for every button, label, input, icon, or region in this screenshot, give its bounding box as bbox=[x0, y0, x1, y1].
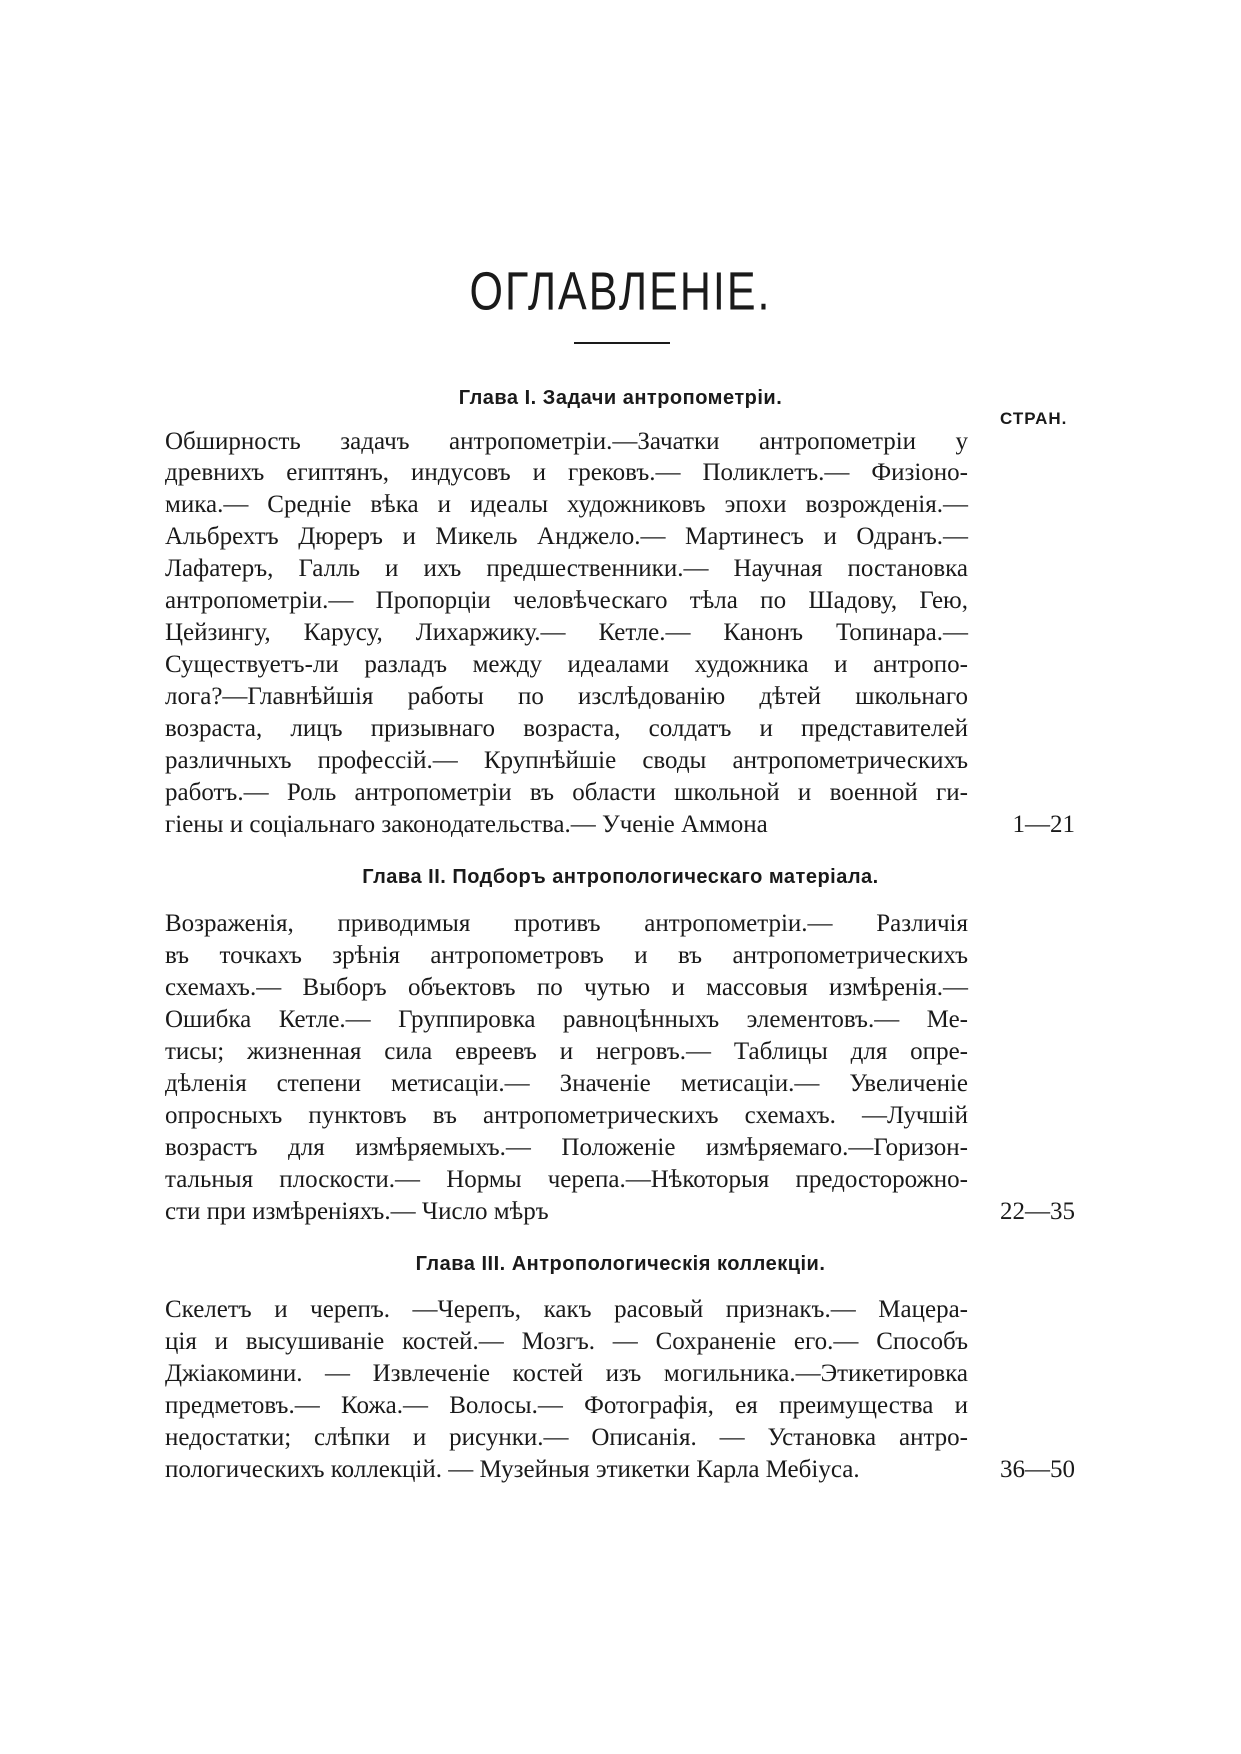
chapter-1-line: различныхъ профессій.— Крупнѣйшіе своды антропометрическихъ bbox=[165, 747, 968, 774]
chapter-1-line: Альбрехтъ Дюреръ и Микель Анджело.— Мартинесъ и Одранъ.— bbox=[165, 523, 968, 550]
chapter-2-line: сти при измѣреніяхъ.— Число мѣръ bbox=[165, 1198, 549, 1225]
title-rule bbox=[574, 342, 670, 344]
chapter-2-line: дѣленія степени метисаціи.— Значеніе метисаціи.— Увеличеніе bbox=[165, 1070, 968, 1097]
chapter-2-line: Возраженія, приводимыя противъ антропометріи.— Различія bbox=[165, 910, 968, 937]
chapter-1-line: мика.— Средніе вѣка и идеалы художниковъ эпохи возрожденія.— bbox=[165, 491, 968, 518]
chapter-3-line: ція и высушиваніе костей.— Мозгъ. — Сохраненіе его.— Способъ bbox=[165, 1328, 968, 1355]
chapter-2-line: опросныхъ пунктовъ въ антропометрическихъ схемахъ. —Лучшій bbox=[165, 1102, 968, 1129]
chapter-3-line: Джіакомини. — Извлеченіе костей изъ могильника.—Этикетировка bbox=[165, 1360, 968, 1387]
chapter-3-line: предметовъ.— Кожа.— Волосы.— Фотографія, ея преимущества и bbox=[165, 1392, 968, 1419]
chapter-2-line: въ точкахъ зрѣнія антропометровъ и въ антропометрическихъ bbox=[165, 942, 968, 969]
chapter-2-line: тисы; жизненная сила евреевъ и негровъ.— Таблицы для опре- bbox=[165, 1038, 968, 1065]
chapter-1-line: гіены и соціальнаго законодательства.— Ученіе Аммона bbox=[165, 811, 768, 838]
chapter-1-heading: Глава I. Задачи антропометріи. bbox=[458, 387, 783, 409]
chapter-1-line: Существуетъ-ли разладъ между идеалами художника и антропо- bbox=[165, 651, 968, 678]
chapter-3-line: Скелетъ и черепъ. —Черепъ, какъ расовый признакъ.— Мацера- bbox=[165, 1296, 968, 1323]
chapter-1-line: Обширность задачъ антропометріи.—Зачатки антропометріи у bbox=[165, 428, 968, 455]
chapter-3-heading: Глава III. Антропологическія коллекціи. bbox=[415, 1253, 826, 1275]
chapter-2-heading: Глава II. Подборъ антропологическаго матеріала. bbox=[362, 866, 879, 888]
chapter-2-line: тальныя плоскости.— Нормы черепа.—Нѣкоторыя предосторожно- bbox=[165, 1166, 968, 1193]
chapter-1-line: антропометріи.— Пропорціи человѣческаго тѣла по Шадову, Гею, bbox=[165, 587, 968, 614]
chapter-1-line: древнихъ египтянъ, индусовъ и грековъ.— Поликлетъ.— Физіоно- bbox=[165, 459, 968, 486]
chapter-2-pages: 22—35 bbox=[1000, 1198, 1075, 1225]
chapter-1-line: работъ.— Роль антропометріи въ области школьной и военной ги- bbox=[165, 779, 968, 806]
chapter-2-line: возрастъ для измѣряемыхъ.— Положеніе измѣряемаго.—Горизон- bbox=[165, 1134, 968, 1161]
chapter-1-line: Цейзингу, Карусу, Лихаржику.— Кетле.— Канонъ Топинара.— bbox=[165, 619, 968, 646]
chapter-2-line: схемахъ.— Выборъ объектовъ по чутью и массовыя измѣренія.— bbox=[165, 974, 968, 1001]
chapter-1-pages: 1—21 bbox=[1012, 811, 1075, 838]
chapter-1-line: Лафатеръ, Галль и ихъ предшественники.— Научная постановка bbox=[165, 555, 968, 582]
chapter-3-pages: 36—50 bbox=[1000, 1456, 1075, 1483]
chapter-3-line: недостатки; слѣпки и рисунки.— Описанія. — Установка антро- bbox=[165, 1424, 968, 1451]
chapter-1-line: лога?—Главнѣйшія работы по изслѣдованію дѣтей школьнаго bbox=[165, 683, 968, 710]
page-column-label: СТРАН. bbox=[1000, 409, 1068, 428]
page-title: ОГЛАВЛЕНІЕ. bbox=[469, 262, 772, 322]
chapter-1-line: возраста, лицъ призывнаго возраста, солдатъ и представителей bbox=[165, 715, 968, 742]
chapter-3-line: пологическихъ коллекцій. — Музейныя этикетки Карла Мебіуса. bbox=[165, 1456, 860, 1483]
chapter-2-line: Ошибка Кетле.— Группировка равноцѣнныхъ элементовъ.— Ме- bbox=[165, 1006, 968, 1033]
